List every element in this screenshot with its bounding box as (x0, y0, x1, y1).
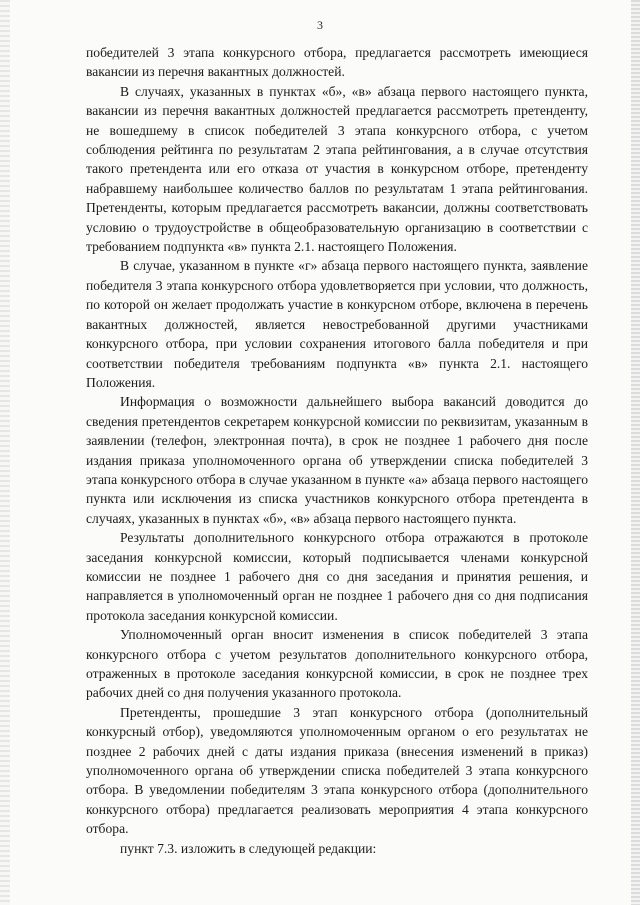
scan-edge-right (631, 0, 640, 905)
paragraph: В случаях, указанных в пунктах «б», «в» абзаца первого настоящего пункта, вакансии из перечня вакантных должностей предлагается рассмотреть претенденту, не вошедшему в список победителей 3 этапа конкурсного отбора, с учетом соблюдения рейтинга по результатам 2 этапа рейтингования, а в случае отсутствия такого претендента или его отказа от участия в конкурсном отборе, претенденту набравшему наибольшее количество баллов по результатам 1 этапа рейтингования. Претенденты, которым предлагается рассмотреть вакансии, должны соответствовать условию о трудоустройстве в общеобразовательную организацию в соответствии с требованием подпункта «в» пункта 2.1. настоящего Положения. (86, 83, 588, 255)
paragraph: пункт 7.3. изложить в следующей редакции: (120, 840, 377, 856)
paragraph: Претенденты, прошедшие 3 этап конкурсного отбора (дополнительный конкурсный отбор), уведомляются уполномоченным органом о его результатах не позднее 2 рабочих дней с даты издания приказа (внесения изменений в приказ) уполномоченного органа об утверждении списка победителей 3 этапа конкурсного отбора. В уведомлении победителям 3 этапа конкурсного отбора (дополнительного конкурсного отбора) предлагается реализовать мероприятия 4 этапа конкурсного отбора. (86, 704, 588, 837)
page-number: 3 (317, 18, 323, 32)
paragraph: Информация о возможности дальнейшего выбора вакансий доводится до сведения претендентов секретарем конкурсной комиссии по реквизитам, указанным в заявлении (телефон, электронная почта), в срок не позднее 1 рабочего дня после издания приказа уполномоченного органа об утверждении списка победителей 3 этапа конкурсного отбора в случае указанном в пункте «а» абзаца первого настоящего пункта или исключения из списка участников конкурсного отбора претендента в случаях, указанных в пунктах «б», «в» абзаца первого настоящего пункта. (86, 394, 588, 526)
paragraph: В случае, указанном в пункте «г» абзаца первого настоящего пункта, заявление победителя 3 этапа конкурсного отбора удовлетворяется при условии, что должность, по которой он желает продолжать участие в конкурсном отборе, включена в перечень вакантных должностей, является невостребованной другими участниками конкурсного отбора, при условии сохранения итогового балла победителя и при соответствии победителя требованиям подпункта «в» пункта 2.1. настоящего Положения. (86, 258, 588, 390)
scan-edge-left (0, 0, 10, 905)
document-body (86, 43, 588, 858)
paragraph: Уполномоченный орган вносит изменения в список победителей 3 этапа конкурсного отбора с учетом результатов дополнительного конкурсного отбора, отраженных в протоколе заседания конкурсной комиссии, в срок не позднее трех рабочих дней со дня получения указанного протокола. (86, 627, 588, 701)
paragraph: Результаты дополнительного конкурсного отбора отражаются в протоколе заседания конкурсной комиссии, который подписывается членами конкурсной комиссии не позднее 1 рабочего дня со дня заседания и принятия решения, и направляется в уполномоченный орган не позднее 1 рабочего дня со дня подписания протокола заседания конкурсной комиссии. (86, 530, 588, 623)
paragraph: победителей 3 этапа конкурсного отбора, предлагается рассмотреть имеющиеся вакансии из перечня вакантных должностей. (86, 45, 588, 80)
